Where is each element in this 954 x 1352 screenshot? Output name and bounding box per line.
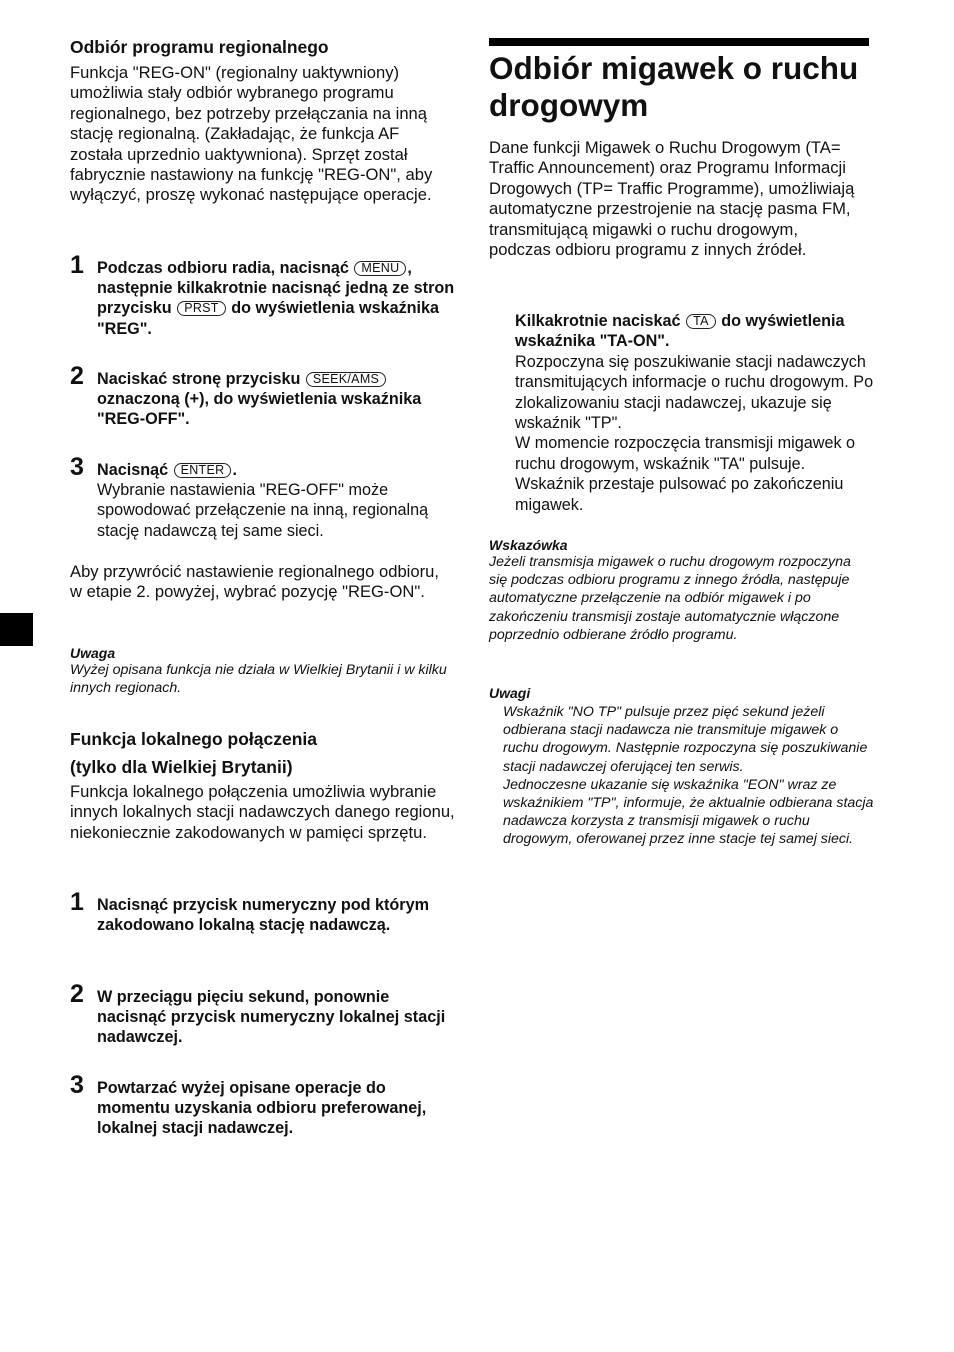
- local-step-3: [70, 1071, 455, 1139]
- prst-key: PRST: [177, 301, 226, 316]
- step-number: 1: [70, 251, 84, 279]
- local-intro: Funkcja lokalnego połączenia umożliwia wybranie innych lokalnych stacji nadawczych danego regionu, niekoniecznie zakodowanych w pamięci sprzętu.: [70, 782, 455, 842]
- step-number: 3: [70, 453, 84, 481]
- section-tab-marker: [0, 613, 33, 646]
- regional-step-3: [70, 453, 455, 541]
- step-text: do wyświetlenia wskaźnika "REG".: [97, 299, 440, 338]
- step-description: W momencie rozpoczęcia transmisji migawek o ruchu drogowym, wskaźnik "TA" pulsuje. Wskaźnik przestaje pulsować po zakończeniu migawek.: [515, 434, 856, 514]
- notes-title: Uwagi: [489, 685, 531, 701]
- ta-intro: Dane funkcji Migawek o Ruchu Drogowym (TA= Traffic Announcement) oraz Programu Informacji Drogowych (TP= Traffic Programme), umożliwiają automatyczne przestrojenie na stację pasma FM, transmitującą migawki o ruchu drogowym, podczas odbioru programu z innych źródeł.: [489, 138, 855, 260]
- regional-intro: Funkcja "REG-ON" (regionalny uaktywniony) umożliwia stały odbiór wybranego programu regionalnego, bez potrzeby przełączania na inną stację regionalną. (Zakładając, że funkcja AF została uprzednio uaktywniona). Sprzęt został fabrycznie nastawiony na funkcję "REG-ON", aby wyłączyć, proszę wykonać następujące operacje.: [70, 63, 433, 205]
- tip-title: Wskazówka: [489, 537, 568, 553]
- step-number: 2: [70, 980, 84, 1008]
- step-text: Kilkakrotnie naciskać: [515, 312, 681, 330]
- step-text: Nacisnąć przycisk numeryczny pod którym zakodowano lokalną stację nadawczą.: [97, 896, 429, 935]
- step-description: Wybranie nastawienia "REG-OFF" może spowodować przełączenie na inną, regionalną stację nadawczą tej same sieci.: [97, 481, 429, 540]
- ta-step: [515, 311, 875, 515]
- local-step-1: [70, 888, 455, 935]
- regional-restore: Aby przywrócić nastawienie regionalnego odbioru, w etapie 2. powyżej, wybrać pozycję "REG-ON".: [70, 562, 439, 602]
- page-title: Odbiór migawek o ruchu drogowym: [489, 50, 859, 123]
- step-number: 1: [70, 888, 84, 916]
- step-text: Powtarzać wyżej opisane operacje do momentu uzyskania odbioru preferowanej, lokalnej stacji nadawczej.: [97, 1079, 427, 1138]
- menu-key: MENU: [354, 261, 406, 276]
- step-text: .: [232, 461, 237, 479]
- step-text: Nacisnąć: [97, 461, 169, 479]
- enter-key: ENTER: [174, 463, 232, 478]
- regional-heading: Odbiór programu regionalnego: [70, 37, 329, 57]
- note-text: Wyżej opisana funkcja nie działa w Wielkiej Brytanii i w kilku innych regionach.: [70, 662, 447, 697]
- title-rule: [489, 38, 869, 46]
- step-text: do wyświetlenia wskaźnika "TA-ON".: [515, 312, 845, 351]
- local-heading-2: (tylko dla Wielkiej Brytanii): [70, 757, 293, 777]
- seek-ams-key: SEEK/AMS: [306, 372, 386, 387]
- note-item: Jednoczesne ukazanie się wskaźnika "EON" wraz ze wskaźnikiem "TP", informuje, że aktualnie odbierana stacja nadawcza korzysta z transmisji migawek o ruchu drogowym, oferowanej przez inne stacje tej samej sieci.: [503, 776, 874, 848]
- step-number: 2: [70, 362, 84, 390]
- regional-step-1: [70, 251, 455, 339]
- note-title: Uwaga: [70, 645, 116, 661]
- step-text: W przeciągu pięciu sekund, ponownie nacisnąć przycisk numeryczny lokalnej stacji nadawczej.: [97, 988, 446, 1047]
- local-step-2: [70, 980, 455, 1048]
- regional-step-2: [70, 362, 455, 430]
- step-number: 3: [70, 1071, 84, 1099]
- local-heading-1: Funkcja lokalnego połączenia: [70, 729, 318, 749]
- note-item: Wskaźnik "NO TP" pulsuje przez pięć sekund jeżeli odbierana stacji nadawcza nie transmituje migawek o ruchu drogowym. Następnie rozpoczyna się poszukiwanie stacji nadawczej oferującej ten serwis.: [503, 704, 868, 775]
- step-description: Rozpoczyna się poszukiwanie stacji nadawczych transmitujących informacje o ruchu drogowym. Po zlokalizowaniu stacji nadawczej, ukazuje się wskaźnik "TP".: [515, 352, 874, 433]
- step-text: Naciskać stronę przycisku: [97, 370, 301, 388]
- step-text: oznaczoną (+), do wyświetlenia wskaźnika "REG-OFF".: [97, 390, 422, 429]
- step-text: Podczas odbioru radia, nacisnąć: [97, 259, 349, 277]
- notes-list: [503, 703, 875, 849]
- step-text: , następnie kilkakrotnie nacisnąć jedną ze stron przycisku: [97, 259, 455, 318]
- tip-text: Jeżeli transmisja migawek o ruchu drogowym rozpoczyna się podczas odbioru programu z innego źródła, następuje automatyczne przełączenie na odbiór migawek i po zakończeniu transmisji zostaje automatycznie włączone poprzednio odbierane źródło programu.: [489, 554, 851, 643]
- ta-key: TA: [686, 314, 716, 329]
